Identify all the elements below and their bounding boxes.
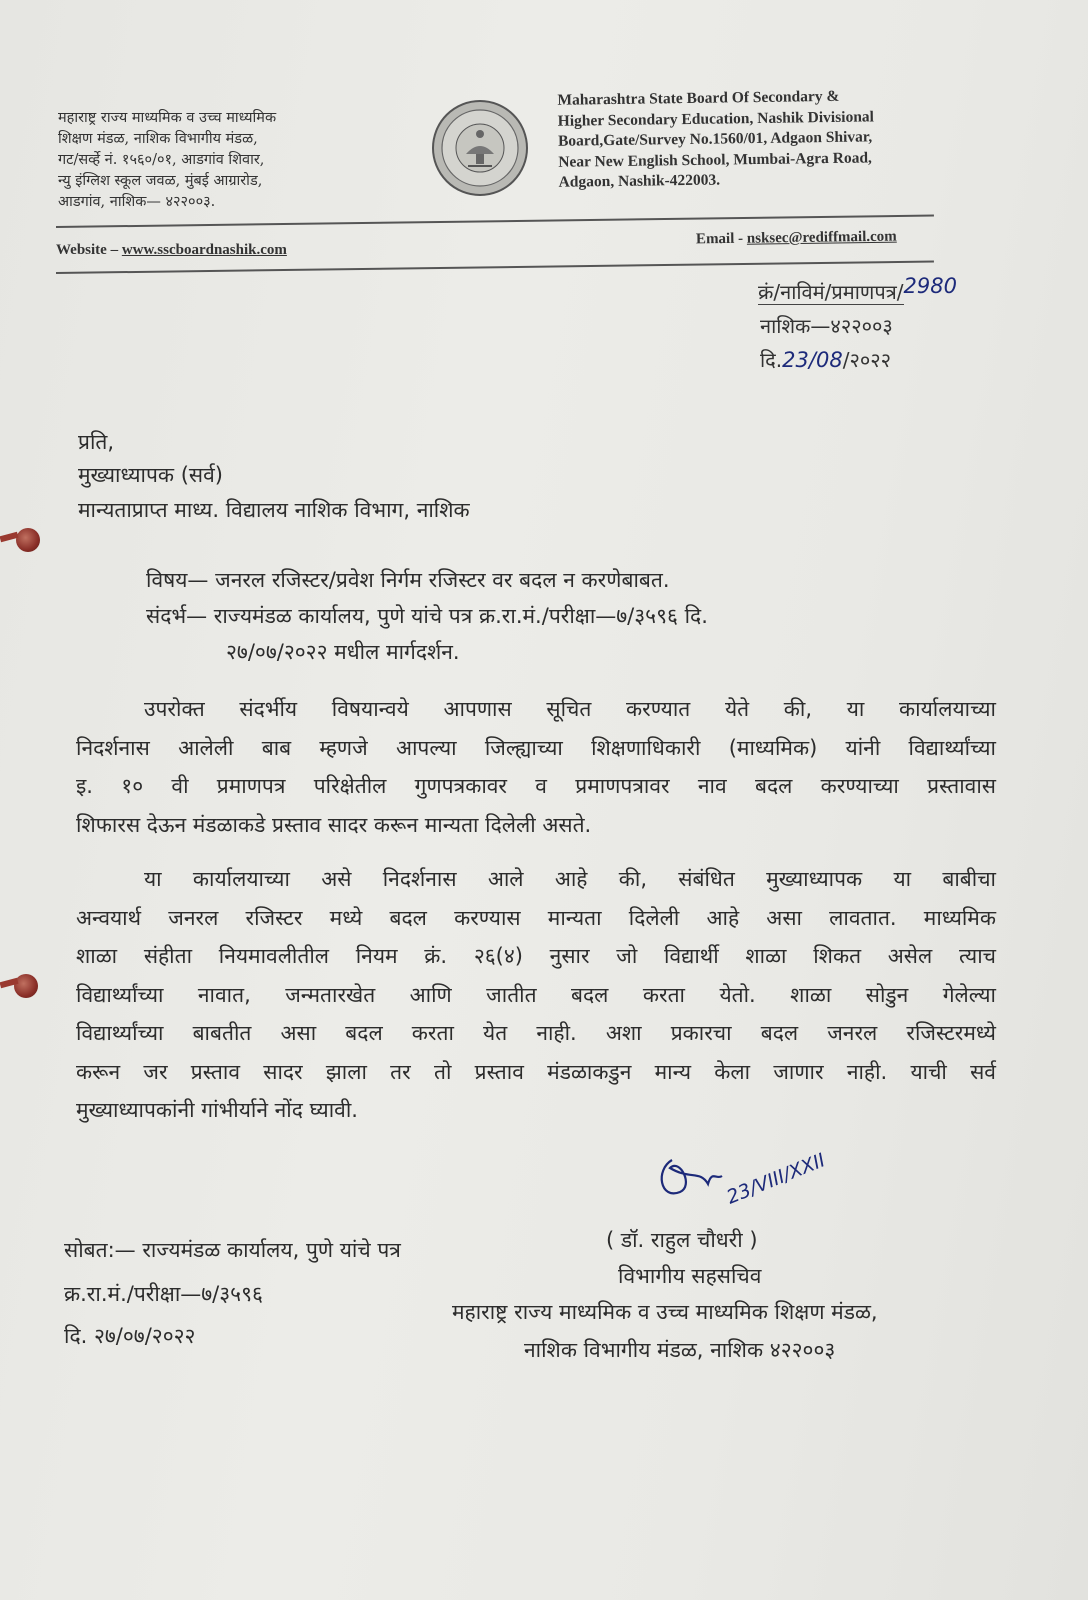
- reference-date: [760, 346, 891, 373]
- enclosure-line: सोबत:— राज्यमंडळ कार्यालय, पुणे यांचे पत्र: [64, 1238, 401, 1262]
- email-label: Email -: [695, 230, 747, 248]
- signatory-organization-address: नाशिक विभागीय मंडळ, नाशिक ४२२००३: [524, 1338, 836, 1362]
- paragraph-line: शिफारस देऊन मंडळाकडे प्रस्ताव सादर करून मान्यता दिलेली असते.: [76, 812, 592, 837]
- reference-number: [758, 274, 957, 305]
- paragraph-line: उपरोक्त संदर्भीय विषयान्वये आपणास सूचित करण्यात येते की, या कार्यालयाच्या: [144, 697, 996, 721]
- reference-date-suffix: /२०२२: [842, 348, 892, 372]
- header-english-line: Adgaon, Nashik-422003.: [558, 171, 721, 191]
- paragraph-line: या कार्यालयाच्या असे निदर्शनास आले आहे की, संबंधित मुख्याध्यापक या बाबीचा: [144, 867, 996, 891]
- website-link[interactable]: www.sscboardnashik.com: [121, 242, 287, 258]
- board-seal-logo: [430, 98, 530, 198]
- subject-reference-date: २७/०७/२०२२ मधील मार्गदर्शन.: [226, 640, 460, 664]
- website-label: Website –: [56, 242, 122, 258]
- header-english-line: Higher Secondary Education, Nashik Divisional: [557, 107, 875, 130]
- enclosure-date: दि. २७/०७/२०२२: [64, 1324, 196, 1348]
- binder-hole: [14, 974, 38, 998]
- header-marathi-address: [58, 108, 398, 213]
- email-line: [696, 229, 897, 249]
- email-link[interactable]: nsksec@rediffmail.com: [746, 228, 897, 247]
- header-english-line: Board,Gate/Survey No.1560/01, Adgaon Shivar,: [557, 128, 873, 150]
- paragraph-line: विद्यार्थ्यांच्या बाबतीत असा बदल करता येत नाही. अशा प्रकारचा बदल जनरल रजिस्टरमध्ये: [76, 1021, 996, 1045]
- header-marathi-line: आडगांव, नाशिक— ४२२००३.: [58, 194, 216, 210]
- reference-number-prefix: क्रं/नाविमं/प्रमाणपत्र/: [758, 280, 904, 304]
- subject-reference: संदर्भ— राज्यमंडळ कार्यालय, पुणे यांचे पत्र क्र.रा.मं./परीक्षा—७/३५९६ दि.: [146, 604, 708, 628]
- header-marathi-line: न्यु इंग्लिश स्कूल जवळ, मुंबई आग्रारोड,: [58, 173, 263, 189]
- paragraph-2: [76, 860, 996, 1130]
- signatory-organization: महाराष्ट्र राज्य माध्यमिक व उच्च माध्यमिक शिक्षण मंडळ,: [452, 1300, 878, 1324]
- header-divider-bottom: [56, 261, 934, 274]
- recipient-prefix: प्रति,: [78, 430, 115, 454]
- reference-place: नाशिक—४२२००३: [760, 314, 893, 338]
- header-marathi-line: गट/सर्व्हे नं. १५६०/०१, आडगांव शिवार,: [58, 152, 265, 168]
- header-divider-top: [56, 215, 934, 228]
- subject-line: विषय— जनरल रजिस्टर/प्रवेश निर्गम रजिस्टर वर बदल न करणेबाबत.: [146, 568, 670, 592]
- paragraph-line: करून जर प्रस्ताव सादर झाला तर तो प्रस्ताव मंडळाकडुन मान्य केला जाणार नाही. याची सर्व: [76, 1059, 996, 1084]
- header-marathi-line: महाराष्ट्र राज्य माध्यमिक व उच्च माध्यमिक: [58, 110, 277, 126]
- paragraph-1: [76, 690, 996, 844]
- website-line: [56, 242, 287, 259]
- header-english-address: [557, 85, 958, 193]
- recipient-address: मान्यताप्राप्त माध्य. विद्यालय नाशिक विभाग, नाशिक: [78, 498, 470, 522]
- paragraph-line: अन्वयार्थ जनरल रजिस्टर मध्ये बदल करण्यास मान्यता दिलेली आहे असा लावतात. माध्यमिक: [76, 905, 996, 930]
- signature-date-handwritten: 23/VIII/XXII: [723, 1149, 829, 1209]
- header-english-line: Near New English School, Mumbai-Agra Road,: [558, 148, 872, 171]
- enclosure-reference: क्र.रा.मं./परीक्षा—७/३५९६: [64, 1282, 263, 1306]
- header-marathi-line: शिक्षण मंडळ, नाशिक विभागीय मंडळ,: [58, 131, 258, 147]
- paragraph-line: निदर्शनास आलेली बाब म्हणजे आपल्या जिल्ह्याच्या शिक्षणाधिकारी (माध्यमिक) यांनी विद्यार्थ्यांच्या: [76, 735, 996, 760]
- paragraph-line: इ. १० वी प्रमाणपत्र परिक्षेतील गुणपत्रकावर व प्रमाणपत्रावर नाव बदल करण्याच्या प्रस्तावास: [76, 774, 996, 798]
- recipient-title: मुख्याध्यापक (सर्व): [78, 463, 223, 487]
- reference-date-handwritten: 23/08: [782, 348, 843, 372]
- header-english-line: Maharashtra State Board Of Secondary &: [557, 87, 840, 109]
- reference-number-handwritten: 2980: [903, 274, 957, 298]
- reference-date-prefix: दि.: [760, 348, 783, 372]
- signatory-designation: विभागीय सहसचिव: [618, 1264, 762, 1288]
- paragraph-line: मुख्याध्यापकांनी गांभीर्याने नोंद घ्यावी.: [76, 1098, 358, 1122]
- signatory-name: ( डॉ. राहुल चौधरी ): [606, 1228, 758, 1252]
- paragraph-line: शाळा संहीता नियमावलीतील नियम क्रं. २६(४) नुसार जो विद्यार्थी शाळा शिकत असेल त्याच: [76, 944, 996, 968]
- paragraph-line: विद्यार्थ्यांच्या नावात, जन्मतारखेत आणि जातीत बदल करता येतो. शाळा सोडुन गेलेल्या: [76, 982, 996, 1007]
- binder-hole: [16, 528, 40, 552]
